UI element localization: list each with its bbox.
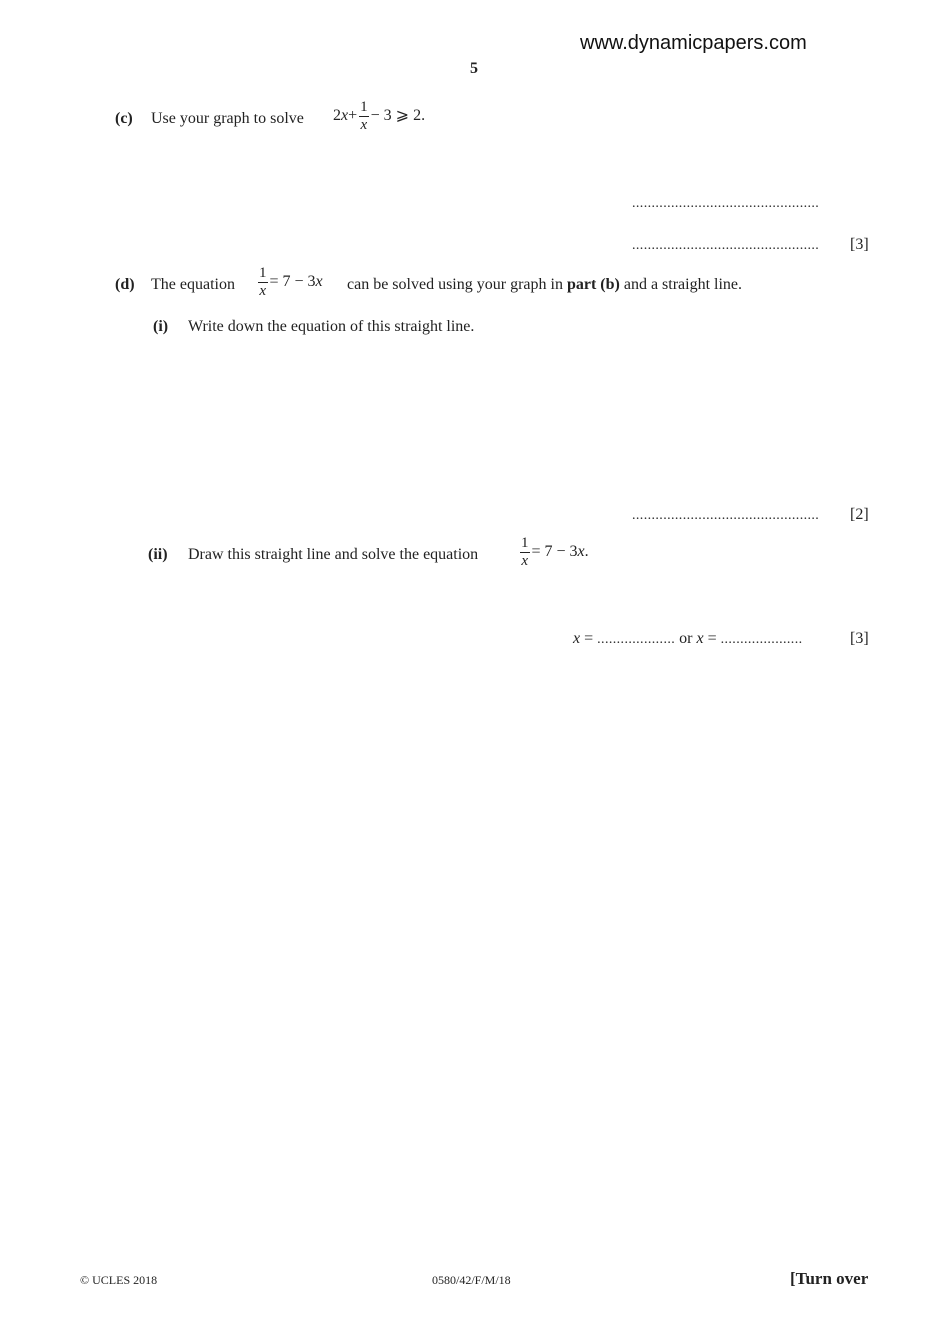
part-d-i-text: Write down the equation of this straight line. — [188, 318, 475, 335]
part-c-answer-line-1[interactable]: ................................................ — [632, 196, 820, 211]
part-d-text-rest: can be solved using your graph in part (b) and a straight line. — [347, 276, 743, 293]
turn-over: [Turn over — [790, 1269, 869, 1288]
part-d-ii-equation: $\frac{1}{x}$ = 7 − 3x. — [521, 535, 589, 569]
part-d-i-answer-line[interactable]: ................................................ — [632, 508, 820, 523]
part-d-ii-marks: [3] — [850, 630, 869, 647]
part-d-i-label: (i) — [153, 318, 169, 335]
part-c-label: (c) — [115, 110, 133, 127]
part-c-answer-line-2[interactable]: ................................................ — [632, 238, 820, 253]
part-b-reference: part (b) — [566, 276, 620, 293]
paper-code: 0580/42/F/M/18 — [432, 1273, 511, 1287]
part-d-ii-label: (ii) — [148, 546, 168, 563]
part-d-fraction: $\frac{1}{x}$ — [259, 265, 267, 299]
part-d-equation: $\frac{1}{x}$ = 7 − 3x — [259, 265, 323, 299]
part-d-label: (d) — [115, 276, 135, 293]
part-c-fraction: $\frac{1}{x}$ — [360, 99, 368, 133]
part-c-text: Use your graph to solve — [151, 110, 304, 127]
part-d-ii-fraction: $\frac{1}{x}$ — [521, 535, 529, 569]
part-c-marks: [3] — [850, 236, 869, 253]
copyright: © UCLES 2018 — [80, 1273, 158, 1287]
part-d-ii-answer-row: x = .................... or x = ..................... — [573, 630, 803, 647]
part-d-i-marks: [2] — [850, 506, 869, 523]
part-d-text-pre: The equation — [151, 276, 235, 293]
part-d-ii-text: Draw this straight line and solve the equation — [188, 546, 479, 563]
part-c-expression: 2x+ $\frac{1}{x}$ − 3 ⩾ 2. — [333, 99, 426, 133]
part-d-ii-answer-2[interactable]: ..................... — [720, 632, 803, 647]
website-url: www.dynamicpapers.com — [580, 32, 807, 54]
page-number: 5 — [470, 60, 478, 77]
part-d-ii-answer-1[interactable]: .................... — [597, 632, 676, 647]
